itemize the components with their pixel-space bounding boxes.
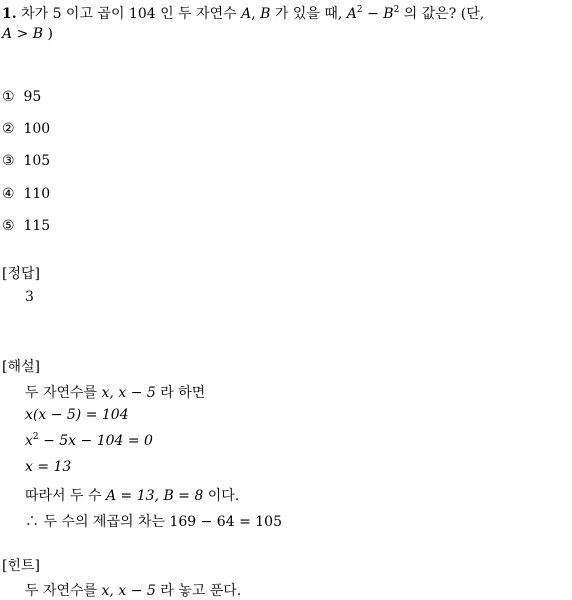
solution-line-1-text-a: 두 자연수를 xyxy=(25,385,98,401)
choice-2-value: 100 xyxy=(23,121,51,137)
solution-line-4: x = 13 xyxy=(25,459,72,475)
solution-line-1-text-b: 라 하면 xyxy=(160,385,206,401)
question-line-1 xyxy=(2,3,484,23)
choice-4-marker: ④ xyxy=(2,186,15,202)
choice-4-value: 110 xyxy=(23,186,51,202)
choice-1[interactable] xyxy=(2,89,41,105)
choice-3-marker: ③ xyxy=(2,153,15,169)
solution-line-5 xyxy=(25,485,239,505)
solution-label: [해설] xyxy=(2,359,40,375)
solution-line-2: x(x − 5) = 104 xyxy=(25,407,129,423)
solution-line-5-text-b: 이다. xyxy=(207,488,240,504)
question-text-b: 가 있을 때, xyxy=(274,6,343,22)
solution-line-3-x: x xyxy=(25,433,33,449)
answer-label: [정답] xyxy=(2,266,40,282)
choice-5-marker: ⑤ xyxy=(2,218,15,234)
hint-line-1-text-b: 라 놓고 푼다. xyxy=(160,583,242,599)
choice-4[interactable] xyxy=(2,186,50,202)
question-cond-op: > xyxy=(16,26,29,42)
question-line-2 xyxy=(2,26,53,42)
choice-1-marker: ① xyxy=(2,89,15,105)
question-expr-a: A xyxy=(346,6,357,22)
question-cond-close: ) xyxy=(47,26,53,42)
question-exp-b: 2 xyxy=(393,5,400,15)
solution-line-3-exp: 2 xyxy=(32,432,39,442)
question-minus: − xyxy=(367,6,379,22)
solution-line-1-expr: x − 5 xyxy=(118,385,156,401)
choice-1-value: 95 xyxy=(23,89,42,105)
solution-line-6-expr: 169 − 64 = 105 xyxy=(169,514,282,530)
question-var-a: A xyxy=(241,6,252,22)
question-number: 1. xyxy=(2,6,17,22)
solution-line-5-text-a: 따라서 두 수 xyxy=(25,488,102,504)
choice-5[interactable] xyxy=(2,218,50,234)
question-text-a: 차가 5 이고 곱이 104 인 두 자연수 xyxy=(21,6,237,22)
solution-line-6-text: ∴ 두 수의 제곱의 차는 xyxy=(25,514,165,530)
choice-2[interactable] xyxy=(2,121,50,137)
hint-label: [힌트] xyxy=(2,558,40,574)
choice-3[interactable] xyxy=(2,153,50,169)
question-cond-a: A xyxy=(2,26,13,42)
hint-line-1 xyxy=(25,580,241,600)
question-var-b: B xyxy=(260,6,271,22)
hint-line-1-text-a: 두 자연수를 xyxy=(25,583,98,599)
choice-5-value: 115 xyxy=(23,218,51,234)
solution-line-3 xyxy=(25,433,153,449)
choice-3-value: 105 xyxy=(23,153,51,169)
solution-line-3-rest: − 5x − 104 = 0 xyxy=(43,433,153,449)
question-expr-b: B xyxy=(383,6,394,22)
question-exp-a: 2 xyxy=(356,5,363,15)
solution-line-1-x: x, xyxy=(101,385,114,401)
choice-2-marker: ② xyxy=(2,121,15,137)
answer-value: 3 xyxy=(25,289,34,305)
solution-line-1 xyxy=(25,382,205,402)
hint-line-1-x: x, xyxy=(101,583,114,599)
solution-line-6 xyxy=(25,511,282,531)
solution-line-5-expr: A = 13, B = 8 xyxy=(105,488,204,504)
question-text-c: 의 값은? (단, xyxy=(403,6,485,22)
hint-line-1-expr: x − 5 xyxy=(118,583,156,599)
question-comma: , xyxy=(251,6,256,22)
question-cond-b: B xyxy=(32,26,44,42)
